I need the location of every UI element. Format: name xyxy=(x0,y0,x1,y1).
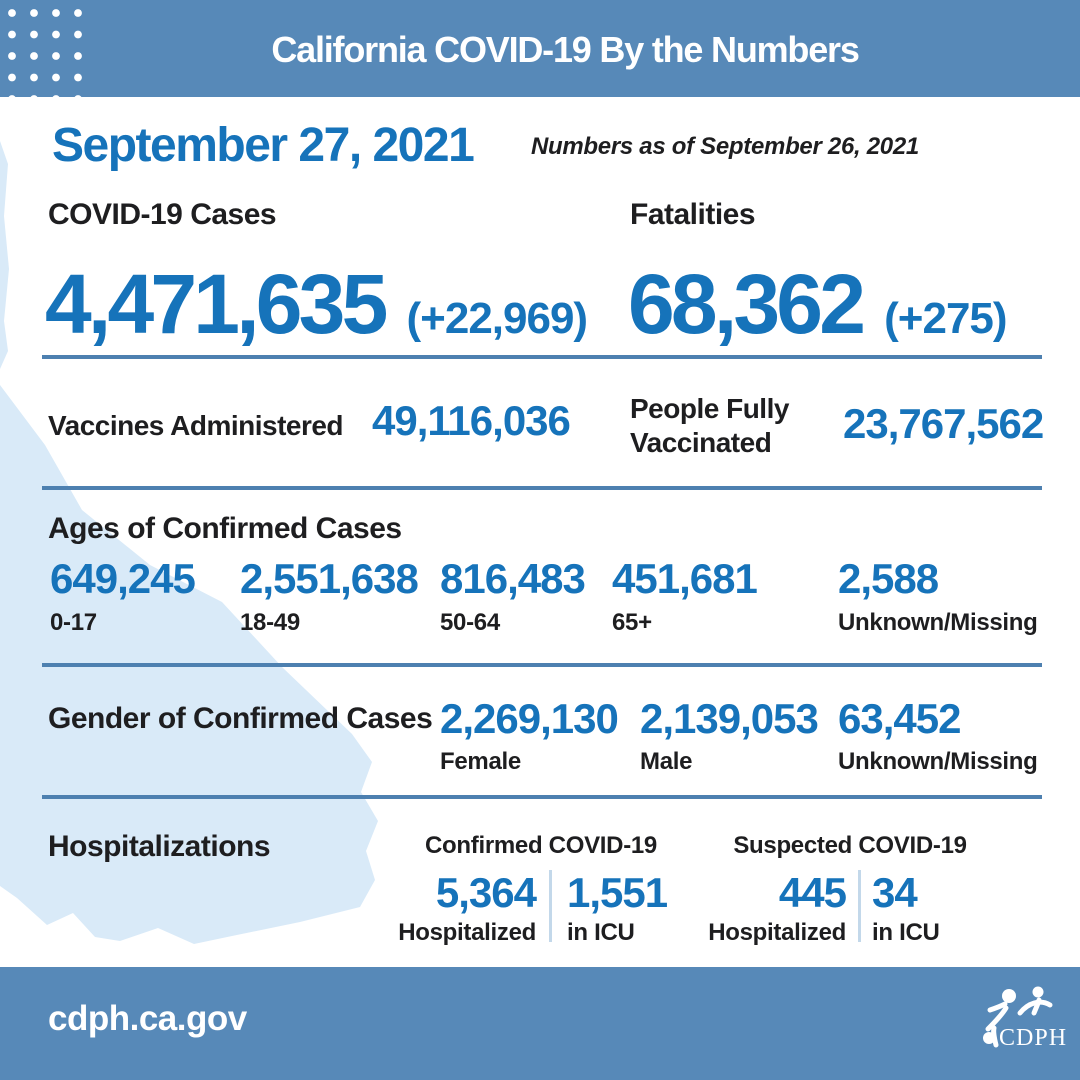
fatalities-value: 68,362 xyxy=(628,257,863,351)
suspected-icu-stat xyxy=(872,869,940,947)
fully-vaccinated-label: People Fully Vaccinated xyxy=(630,393,789,459)
confirmed-hospitalized-stat xyxy=(398,869,536,947)
cdph-logo-text: CDPH xyxy=(999,1025,1068,1051)
divider xyxy=(42,355,1042,359)
fatalities-label: Fatalities xyxy=(630,198,756,231)
vertical-separator xyxy=(549,870,552,942)
as-of-note: Numbers as of September 26, 2021 xyxy=(531,133,919,160)
fatalities-delta: (+275) xyxy=(884,294,1007,343)
vertical-separator xyxy=(858,870,861,942)
cases-label: COVID-19 Cases xyxy=(48,198,277,231)
report-date: September 27, 2021 xyxy=(52,119,474,172)
page-title: California COVID-19 By the Numbers xyxy=(271,29,859,70)
cases-value: 4,471,635 xyxy=(45,257,385,351)
age-value-65plus: 451,681 xyxy=(612,555,757,602)
age-value-0-17: 649,245 xyxy=(50,555,195,602)
age-label-0-17: 0-17 xyxy=(50,609,97,636)
gender-value-female: 2,269,130 xyxy=(440,695,618,742)
confirmed-icu-value: 1,551 xyxy=(567,869,668,916)
age-label-50-64: 50-64 xyxy=(440,609,500,636)
divider xyxy=(42,663,1042,667)
fully-vaccinated-value: 23,767,562 xyxy=(843,400,1044,447)
gender-title: Gender of Confirmed Cases xyxy=(48,702,433,735)
divider xyxy=(42,795,1042,799)
header-bar xyxy=(0,0,1080,97)
age-label-65plus: 65+ xyxy=(612,609,652,636)
gender-label-female: Female xyxy=(440,748,521,775)
age-label-unknown: Unknown/Missing xyxy=(838,609,1038,636)
confirmed-hospitalized-value: 5,364 xyxy=(435,869,536,916)
cases-stat xyxy=(45,257,588,351)
confirmed-group-title: Confirmed COVID-19 xyxy=(425,832,657,859)
suspected-group-title: Suspected COVID-19 xyxy=(733,832,967,859)
suspected-hospitalized-stat xyxy=(708,869,846,947)
age-value-50-64: 816,483 xyxy=(440,555,585,602)
confirmed-icu-label: in ICU xyxy=(567,919,635,946)
hospitalizations-title: Hospitalizations xyxy=(48,830,271,863)
gender-label-male: Male xyxy=(640,748,693,775)
age-value-18-49: 2,551,638 xyxy=(240,555,418,602)
fatalities-stat xyxy=(628,257,1007,351)
vaccines-administered-value: 49,116,036 xyxy=(372,397,570,444)
cdph-url-link[interactable]: cdph.ca.gov xyxy=(48,999,247,1038)
suspected-hospitalized-label: Hospitalized xyxy=(708,919,846,946)
age-value-unknown: 2,588 xyxy=(838,555,939,602)
vaccines-administered-label: Vaccines Administered xyxy=(48,410,344,441)
suspected-icu-label: in ICU xyxy=(872,919,940,946)
confirmed-icu-stat xyxy=(567,869,668,947)
cdph-logo xyxy=(972,983,1072,1061)
gender-value-male: 2,139,053 xyxy=(640,695,818,742)
age-label-18-49: 18-49 xyxy=(240,609,300,636)
suspected-icu-value: 34 xyxy=(872,869,917,916)
gender-value-unknown: 63,452 xyxy=(838,695,961,742)
ages-title: Ages of Confirmed Cases xyxy=(48,512,402,545)
divider xyxy=(42,486,1042,490)
confirmed-hospitalized-label: Hospitalized xyxy=(398,919,536,946)
suspected-hospitalized-value: 445 xyxy=(778,869,846,916)
gender-label-unknown: Unknown/Missing xyxy=(838,748,1038,775)
cases-delta: (+22,969) xyxy=(406,294,588,343)
